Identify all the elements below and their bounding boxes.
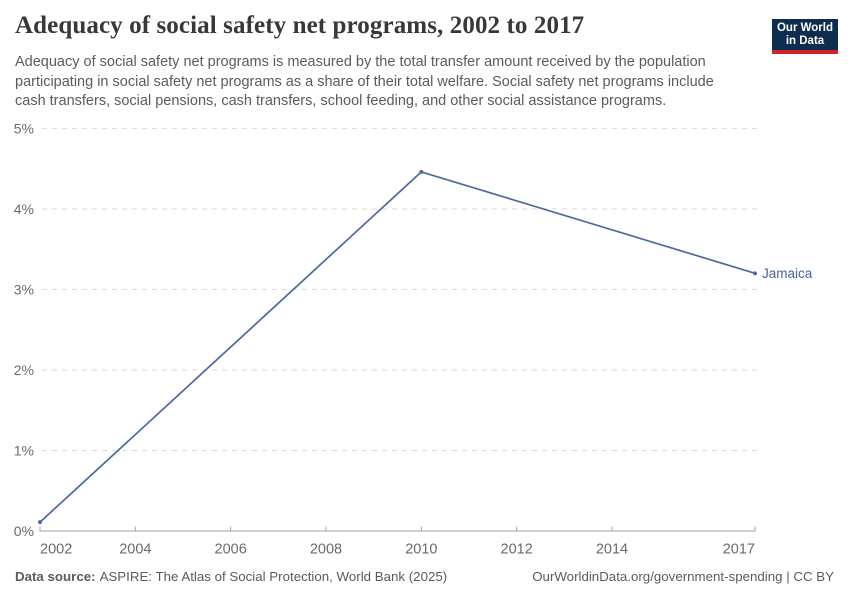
chart-subtitle: Adequacy of social safety net programs is measured by the total transfer amount received by the population participating in social safety net programs as a share of their total welfare. Social safety net programs include cash transfers, social pensions, cash transfers, school feeding, and other social assistance programs. — [15, 54, 714, 109]
chart-title: Adequacy of social safety net programs, 2002 to 2017 — [15, 12, 585, 39]
x-tick-label-2004: 2004 — [119, 541, 152, 558]
x-tick-label-2006: 2006 — [214, 541, 247, 558]
owid-logo-line2: in Data — [785, 35, 825, 47]
x-tick-label-2014: 2014 — [595, 541, 629, 558]
x-tick-label-2002: 2002 — [40, 541, 73, 558]
line-jamaica[interactable] — [40, 172, 755, 522]
x-tick-label-2010: 2010 — [405, 541, 438, 558]
y-tick-label-4%: 4% — [13, 200, 34, 217]
y-tick-label-3%: 3% — [13, 281, 34, 298]
data-source-label: Data source: — [15, 569, 96, 584]
x-tick-label-2017: 2017 — [722, 541, 755, 558]
y-tick-label-0%: 0% — [13, 523, 34, 539]
y-tick-label-5%: 5% — [13, 120, 34, 137]
point-jamaica-2010[interactable] — [419, 170, 423, 174]
y-tick-label-2%: 2% — [13, 361, 34, 378]
point-jamaica-2002[interactable] — [38, 520, 42, 524]
owid-logo-line1: Our World — [776, 22, 833, 34]
x-tick-label-2008: 2008 — [309, 541, 343, 558]
y-tick-label-1%: 1% — [13, 442, 34, 459]
footer-link[interactable]: OurWorldinData.org/government-spending | CC BY — [532, 569, 834, 584]
series-label-jamaica[interactable]: Jamaica — [762, 265, 813, 281]
data-source-text: ASPIRE: The Atlas of Social Protection, World Bank (2025) — [99, 569, 448, 584]
x-tick-label-2012: 2012 — [500, 541, 533, 558]
chart-footer — [15, 569, 834, 584]
point-jamaica-2017[interactable] — [753, 271, 757, 275]
data-source — [15, 569, 447, 584]
